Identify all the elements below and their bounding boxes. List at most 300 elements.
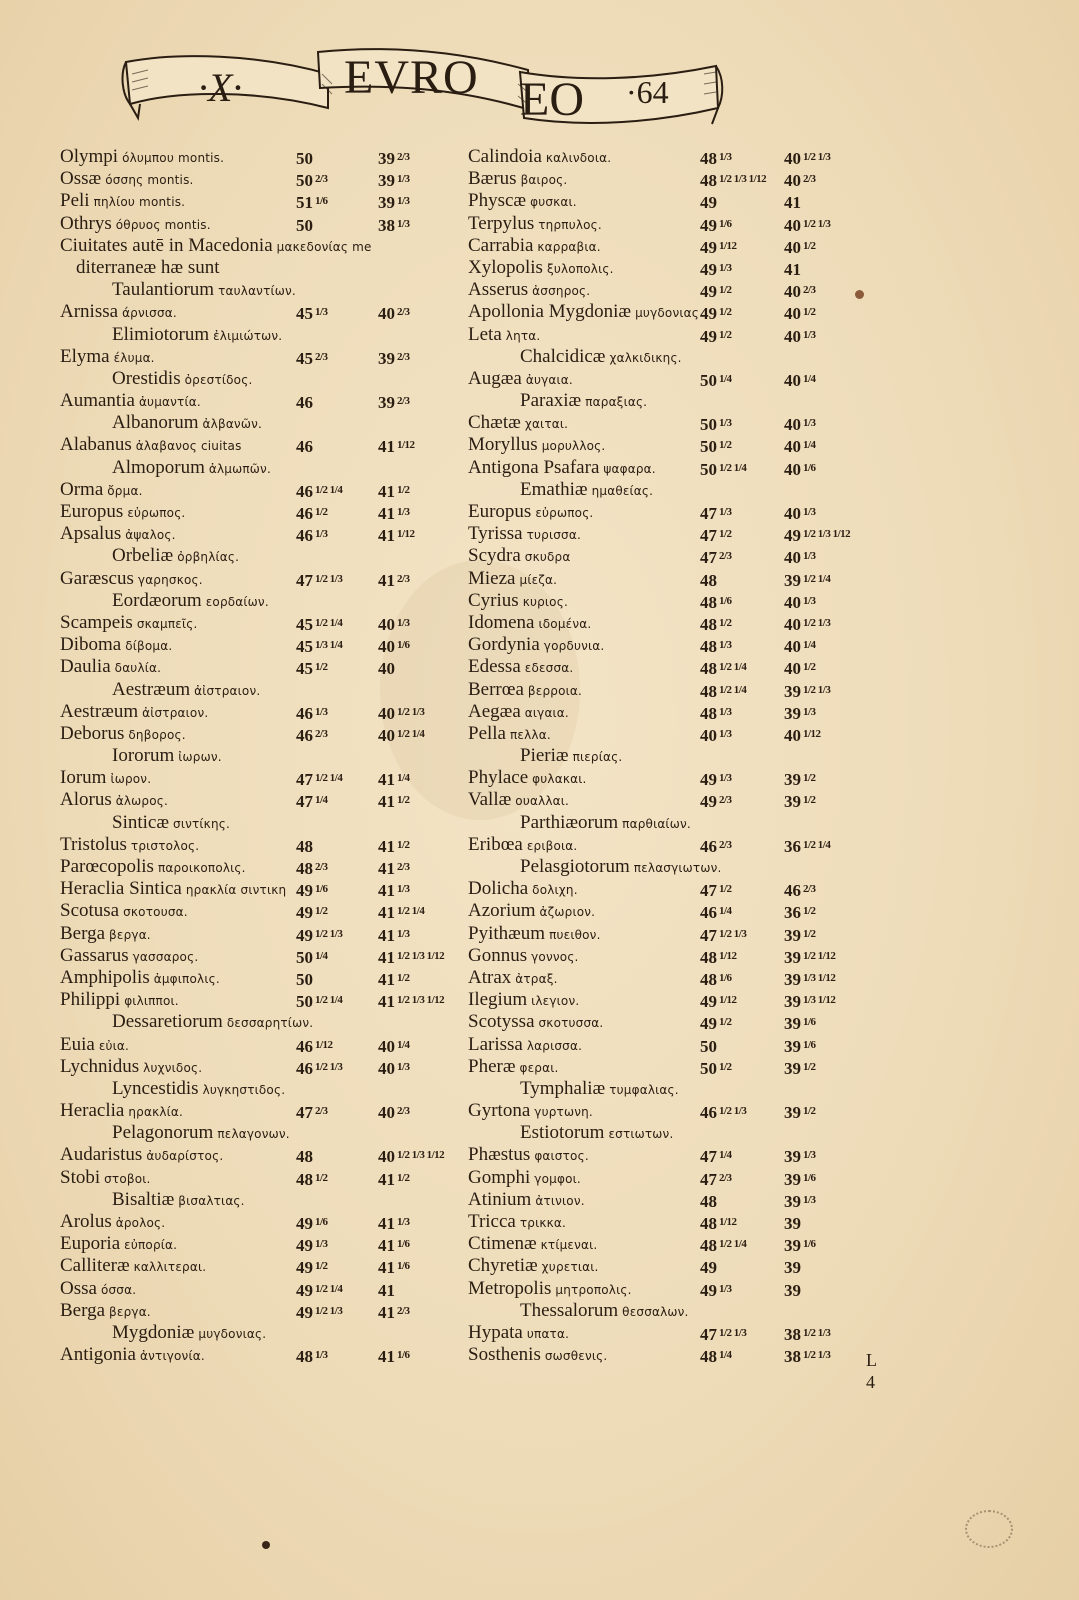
lat-degrees: 39: [784, 1191, 801, 1211]
latin-name: Cyrius: [468, 589, 519, 611]
lon-degrees: 48: [700, 969, 717, 989]
table-row: [60, 1100, 450, 1122]
latitude-value: [378, 213, 410, 237]
place-name: [60, 723, 186, 746]
region-heading: [60, 324, 450, 346]
greek-name: πελασγιωτων.: [633, 861, 722, 875]
table-row: [468, 1211, 888, 1233]
table-row: [60, 1167, 450, 1189]
lon-degrees: 50: [700, 437, 717, 457]
place-name: [60, 856, 246, 879]
latitude-value: [784, 1100, 816, 1124]
region-heading: [60, 457, 450, 479]
greek-name: χαλκιδικης.: [609, 350, 682, 365]
greek-name: δεσσαρητίων.: [226, 1016, 314, 1031]
table-row: [468, 701, 888, 723]
lon-degrees: 48: [700, 1214, 717, 1233]
place-name: [468, 257, 614, 280]
lat-fraction: 1/12: [803, 727, 821, 740]
lon-degrees: 46: [296, 703, 313, 723]
lat-fraction: 1/2 1/12: [803, 949, 836, 962]
lat-degrees: 40: [378, 659, 395, 679]
lat-degrees: 38: [784, 1347, 801, 1367]
table-row: [60, 1144, 450, 1166]
longitude-value: [700, 1278, 732, 1302]
greek-name: ἀλβανῶν.: [202, 417, 262, 432]
place-name: [520, 479, 653, 502]
lon-fraction: 1/4: [719, 1349, 732, 1362]
lon-fraction: 1/2 1/3: [719, 927, 747, 940]
latin-name: Taulantiorum: [112, 279, 215, 301]
place-name: [468, 967, 558, 990]
lat-degrees: 39: [784, 1058, 801, 1078]
place-name: [468, 1344, 607, 1367]
latin-name: Euia: [60, 1033, 95, 1055]
latitude-value: [378, 168, 410, 192]
place-name: [60, 235, 372, 258]
latitude-value: [784, 146, 830, 170]
lat-fraction: 1/2 1/3: [803, 616, 831, 629]
longitude-value: [296, 346, 328, 370]
lat-fraction: 1/6: [397, 1238, 410, 1251]
place-name: [468, 1233, 597, 1256]
greek-name: όσσης montis.: [105, 173, 194, 188]
greek-name: γαρησκος.: [137, 572, 203, 587]
latin-name: Antigonia: [60, 1344, 136, 1366]
longitude-value: [700, 257, 732, 281]
latitude-value: [378, 923, 410, 947]
text-line: [60, 257, 450, 279]
lat-degrees: 41: [378, 1347, 395, 1367]
lon-degrees: 46: [296, 1058, 313, 1078]
table-row: [468, 324, 888, 346]
table-row: [60, 190, 450, 212]
latitude-value: [378, 1300, 410, 1324]
place-name: [468, 168, 567, 191]
place-name: [112, 324, 282, 347]
latitude-value: [378, 390, 410, 414]
longitude-value: [296, 1278, 342, 1302]
latitude-value: [378, 834, 410, 858]
greek-name: δαυλία.: [114, 661, 162, 676]
table-row: [468, 457, 888, 479]
place-name: [60, 900, 188, 923]
lat-degrees: 41: [378, 881, 395, 901]
lat-degrees: 39: [378, 348, 395, 368]
lat-fraction: 1/2 1/3: [803, 151, 831, 163]
lon-degrees: 47: [700, 925, 717, 945]
region-heading: [468, 812, 888, 834]
place-name: [60, 146, 224, 169]
latitude-value: [784, 568, 830, 592]
lon-degrees: 48: [700, 947, 717, 967]
lon-degrees: 45: [296, 659, 313, 679]
longitude-value: [296, 390, 315, 414]
latitude-value: [784, 679, 830, 703]
lat-fraction: 1/2 1/4: [803, 572, 831, 585]
latin-name: Bærus: [468, 168, 517, 190]
latin-name: Berrœa: [468, 678, 524, 700]
latin-name: Pella: [468, 722, 506, 744]
lon-degrees: 49: [700, 237, 717, 257]
longitude-value: [700, 146, 732, 170]
place-name: [520, 856, 722, 879]
latitude-value: [378, 146, 410, 170]
margin-note: L: [866, 1350, 877, 1370]
table-row: [60, 656, 450, 678]
table-row: [468, 257, 888, 279]
latin-name: Gyrtona: [468, 1100, 531, 1122]
latitude-value: [378, 1211, 410, 1235]
table-row: [60, 612, 450, 634]
longitude-value: [700, 1211, 737, 1235]
lon-degrees: 46: [296, 725, 313, 745]
lat-fraction: 1/3: [803, 1193, 816, 1206]
lat-degrees: 41: [378, 1280, 395, 1300]
lon-fraction: 1/2: [719, 883, 732, 896]
greek-name: ηρακλία.: [128, 1105, 184, 1120]
lat-fraction: 1/3: [397, 1060, 410, 1073]
lat-fraction: 1/4: [397, 1038, 410, 1051]
greek-name: ὄρμα.: [107, 483, 143, 498]
lat-fraction: 1/2: [803, 772, 816, 785]
latin-name: Orestidis: [112, 367, 181, 389]
longitude-value: [700, 789, 732, 813]
greek-name: φαιστος.: [534, 1149, 589, 1164]
longitude-value: [700, 568, 719, 592]
table-row: [468, 368, 888, 390]
place-name: [60, 301, 177, 324]
greek-name: όσσα.: [100, 1282, 137, 1297]
lat-fraction: 2/3: [803, 284, 816, 297]
lat-degrees: 40: [784, 326, 801, 346]
table-row: [468, 923, 888, 945]
latitude-value: [784, 324, 816, 348]
lat-degrees: 39: [784, 1236, 801, 1256]
lat-fraction: 1/2 1/3 1/12: [397, 1149, 445, 1162]
greek-name: βεργα.: [109, 927, 151, 942]
latin-name: Elyma: [60, 345, 110, 367]
lat-degrees: 39: [784, 1036, 801, 1056]
place-name: [468, 324, 540, 347]
place-name: [60, 568, 203, 591]
place-name: [60, 923, 151, 946]
latin-name: Amphipolis: [60, 966, 150, 988]
lat-fraction: 1/12: [397, 439, 415, 452]
lat-fraction: 1/3 1/12: [803, 994, 836, 1007]
lon-degrees: 49: [700, 304, 717, 324]
latin-name: Diboma: [60, 634, 122, 656]
table-row: [468, 434, 888, 456]
lat-fraction: 1/2 1/3: [803, 217, 831, 230]
latin-name: Alabanus: [60, 434, 132, 456]
longitude-value: [296, 1167, 328, 1191]
table-row: [468, 1034, 888, 1056]
place-name: [468, 1056, 559, 1079]
longitude-value: [296, 501, 328, 525]
table-row: [60, 1056, 450, 1078]
lat-fraction: 1/3: [803, 594, 816, 607]
latin-name: Eribœa: [468, 833, 523, 855]
longitude-value: [700, 190, 719, 214]
lat-fraction: 1/4: [803, 639, 816, 652]
longitude-value: [296, 168, 328, 192]
lat-fraction: 1/3 1/12: [803, 971, 836, 984]
longitude-value: [296, 1344, 328, 1368]
place-name: [468, 523, 581, 546]
greek-name: ἀυγαια.: [525, 372, 573, 387]
lat-degrees: 39: [784, 1280, 801, 1300]
lat-fraction: 1/2: [803, 239, 816, 252]
latitude-value: [784, 257, 803, 281]
latitude-value: [378, 656, 397, 680]
table-row: [468, 656, 888, 678]
lon-degrees: 47: [700, 548, 717, 568]
table-row: [60, 723, 450, 745]
latitude-value: [784, 1233, 816, 1257]
table-row: [60, 1233, 450, 1255]
place-name: [112, 679, 260, 702]
lon-fraction: 1/4: [315, 949, 328, 962]
table-row: [468, 878, 888, 900]
lon-degrees: 49: [296, 1258, 313, 1278]
latin-name: Moryllus: [468, 434, 538, 456]
lon-fraction: 1/3: [719, 506, 732, 518]
lon-degrees: 48: [296, 836, 313, 856]
table-row: [468, 1011, 888, 1033]
latitude-value: [784, 656, 816, 680]
place-name: [468, 146, 611, 169]
place-name: [60, 945, 198, 968]
lon-degrees: 49: [700, 282, 717, 302]
place-name: [60, 1034, 129, 1057]
latitude-value: [378, 723, 424, 747]
greek-name: ἀντιγονία.: [140, 1349, 205, 1364]
latin-name: Pelagonorum: [112, 1122, 214, 1144]
lon-fraction: 1/3: [719, 727, 732, 740]
lon-fraction: 1/2: [315, 661, 328, 674]
table-row: [60, 967, 450, 989]
place-name: [468, 301, 699, 324]
greek-name: όλυμπου montis.: [122, 151, 225, 165]
lon-degrees: 49: [296, 1280, 313, 1300]
greek-name: λητα.: [505, 328, 541, 343]
table-row: [60, 501, 450, 523]
latin-name: Aegæa: [468, 700, 521, 722]
latitude-value: [784, 834, 830, 858]
latin-name: Eordæorum: [112, 589, 202, 611]
lon-fraction: 1/2 1/3: [719, 1326, 747, 1339]
longitude-value: [700, 989, 737, 1013]
region-heading: [60, 1322, 450, 1344]
lon-degrees: 49: [700, 259, 717, 279]
lat-degrees: 39: [784, 947, 801, 967]
lat-degrees: 40: [378, 1103, 395, 1123]
lon-degrees: 49: [700, 326, 717, 346]
latitude-value: [784, 457, 816, 481]
lon-fraction: 1/3: [315, 306, 328, 319]
greek-name: παροικοπολις.: [157, 861, 246, 875]
place-name: [468, 1100, 593, 1123]
lat-degrees: 41: [378, 570, 395, 590]
lon-fraction: 1/12: [315, 1038, 333, 1051]
greek-name: γυρτωνη.: [534, 1105, 593, 1120]
lat-fraction: 1/2: [803, 927, 816, 940]
longitude-value: [296, 1233, 328, 1257]
latin-name: Dessaretiorum: [112, 1011, 223, 1033]
place-name: [468, 568, 557, 591]
longitude-value: [700, 434, 732, 458]
place-name: [112, 745, 222, 768]
place-name: [520, 812, 691, 835]
longitude-value: [700, 1011, 732, 1035]
lat-fraction: 1/6: [803, 1016, 816, 1029]
latitude-value: [378, 612, 410, 636]
lat-fraction: 1/2: [803, 794, 816, 807]
latitude-value: [378, 301, 410, 325]
lon-degrees: 48: [700, 614, 717, 634]
longitude-value: [700, 235, 737, 259]
lon-fraction: 1/4: [315, 794, 328, 807]
table-row: [468, 1322, 888, 1344]
place-name: [60, 1056, 202, 1079]
latin-name: Azorium: [468, 900, 536, 922]
lon-degrees: 51: [296, 193, 313, 213]
latin-name: Albanorum: [112, 412, 199, 434]
region-heading: [60, 545, 450, 567]
latitude-value: [784, 590, 816, 614]
lat-fraction: 1/2: [397, 838, 410, 851]
lat-degrees: 39: [378, 171, 395, 191]
latin-name: Othrys: [60, 212, 112, 234]
latitude-value: [378, 967, 410, 991]
latin-name: Gordynia: [468, 634, 540, 656]
place-name: [60, 168, 194, 191]
latitude-value: [784, 1144, 816, 1168]
place-name: [468, 989, 579, 1012]
greek-name: εστιωτων.: [608, 1127, 674, 1142]
lat-degrees: 40: [784, 370, 801, 390]
latitude-value: [378, 789, 410, 813]
lat-degrees: 40: [784, 548, 801, 568]
longitude-value: [296, 1100, 328, 1124]
lat-degrees: 41: [378, 969, 395, 989]
latitude-value: [784, 878, 816, 902]
latin-name: Asserus: [468, 279, 529, 301]
lon-degrees: 47: [296, 570, 313, 590]
greek-name: ἀἰστραιον.: [194, 683, 261, 698]
table-row: [60, 1300, 450, 1322]
lat-fraction: 1/2: [397, 1171, 410, 1184]
lat-fraction: 1/3: [397, 883, 410, 896]
region-heading: [60, 412, 450, 434]
greek-name: φιλιπποι.: [124, 994, 179, 1009]
latin-name: Ossæ: [60, 168, 102, 190]
latin-name: Ossa: [60, 1277, 97, 1299]
latitude-value: [378, 856, 410, 880]
lat-degrees: 39: [784, 681, 801, 701]
greek-name: λυγκηστιδος.: [202, 1082, 286, 1097]
lat-fraction: 1/3: [803, 506, 816, 518]
latitude-value: [784, 989, 835, 1013]
lon-fraction: 1/2 1/4: [719, 661, 747, 674]
place-name: [468, 1189, 585, 1212]
lat-degrees: 39: [378, 149, 395, 168]
place-name: [468, 789, 569, 812]
margin-note: 4: [866, 1372, 875, 1392]
table-row: [468, 523, 888, 545]
greek-name: ουαλλαι.: [515, 794, 570, 809]
lon-degrees: 50: [296, 947, 313, 967]
banner-middle-text: EVRO: [344, 51, 479, 104]
lat-degrees: 39: [784, 792, 801, 812]
lat-fraction: 2/3: [397, 151, 410, 163]
lat-fraction: 1/4: [803, 439, 816, 452]
lat-degrees: 40: [378, 304, 395, 324]
place-name: [112, 1122, 290, 1145]
lon-degrees: 50: [296, 969, 313, 989]
table-row: [468, 967, 888, 989]
latitude-value: [378, 1034, 410, 1058]
lat-degrees: 41: [378, 836, 395, 856]
latin-name: Daulia: [60, 656, 111, 678]
place-name: [468, 656, 573, 679]
table-row: [468, 789, 888, 811]
table-row: [60, 834, 450, 856]
greek-name: σκαμπεῖς.: [136, 616, 198, 631]
lon-fraction: 1/2: [719, 284, 732, 297]
place-name: [112, 412, 262, 435]
lon-degrees: 45: [296, 348, 313, 368]
lat-degrees: 49: [784, 526, 801, 546]
latitude-value: [378, 501, 410, 525]
lon-fraction: 1/3: [719, 1282, 732, 1295]
lat-degrees: 41: [378, 1214, 395, 1233]
greek-name: ιλεγιον.: [531, 994, 580, 1009]
longitude-value: [700, 656, 746, 680]
place-name: [112, 457, 271, 480]
table-row: [468, 545, 888, 567]
region-heading: [468, 856, 888, 878]
greek-name: ξυλοπολις.: [546, 261, 614, 276]
table-row: [468, 301, 888, 323]
lat-degrees: 39: [784, 1214, 801, 1233]
longitude-value: [296, 434, 315, 458]
lat-degrees: 41: [784, 193, 801, 213]
latin-name: Scampeis: [60, 611, 133, 633]
lon-degrees: 50: [700, 1058, 717, 1078]
place-name: [60, 767, 151, 790]
table-row: [468, 1167, 888, 1189]
lon-degrees: 48: [700, 592, 717, 612]
latin-name: Calindoia: [468, 146, 542, 167]
greek-name: ἀτραξ.: [515, 971, 558, 986]
lat-fraction: 1/2 1/3: [803, 683, 831, 696]
lat-degrees: 39: [378, 393, 395, 413]
lon-fraction: 1/2 1/3: [315, 1304, 343, 1317]
place-name: [520, 1078, 679, 1101]
greek-name: λαρισσα.: [526, 1038, 583, 1053]
table-row: [60, 989, 450, 1011]
lon-fraction: 1/2: [719, 328, 732, 341]
latin-name: Orma: [60, 478, 104, 500]
lat-fraction: 1/2: [803, 905, 816, 918]
lat-degrees: 40: [378, 1058, 395, 1078]
place-name: [112, 1189, 245, 1212]
longitude-value: [296, 945, 328, 969]
lat-fraction: 1/3: [803, 328, 816, 341]
greek-name: εὐπορία.: [124, 1238, 178, 1253]
